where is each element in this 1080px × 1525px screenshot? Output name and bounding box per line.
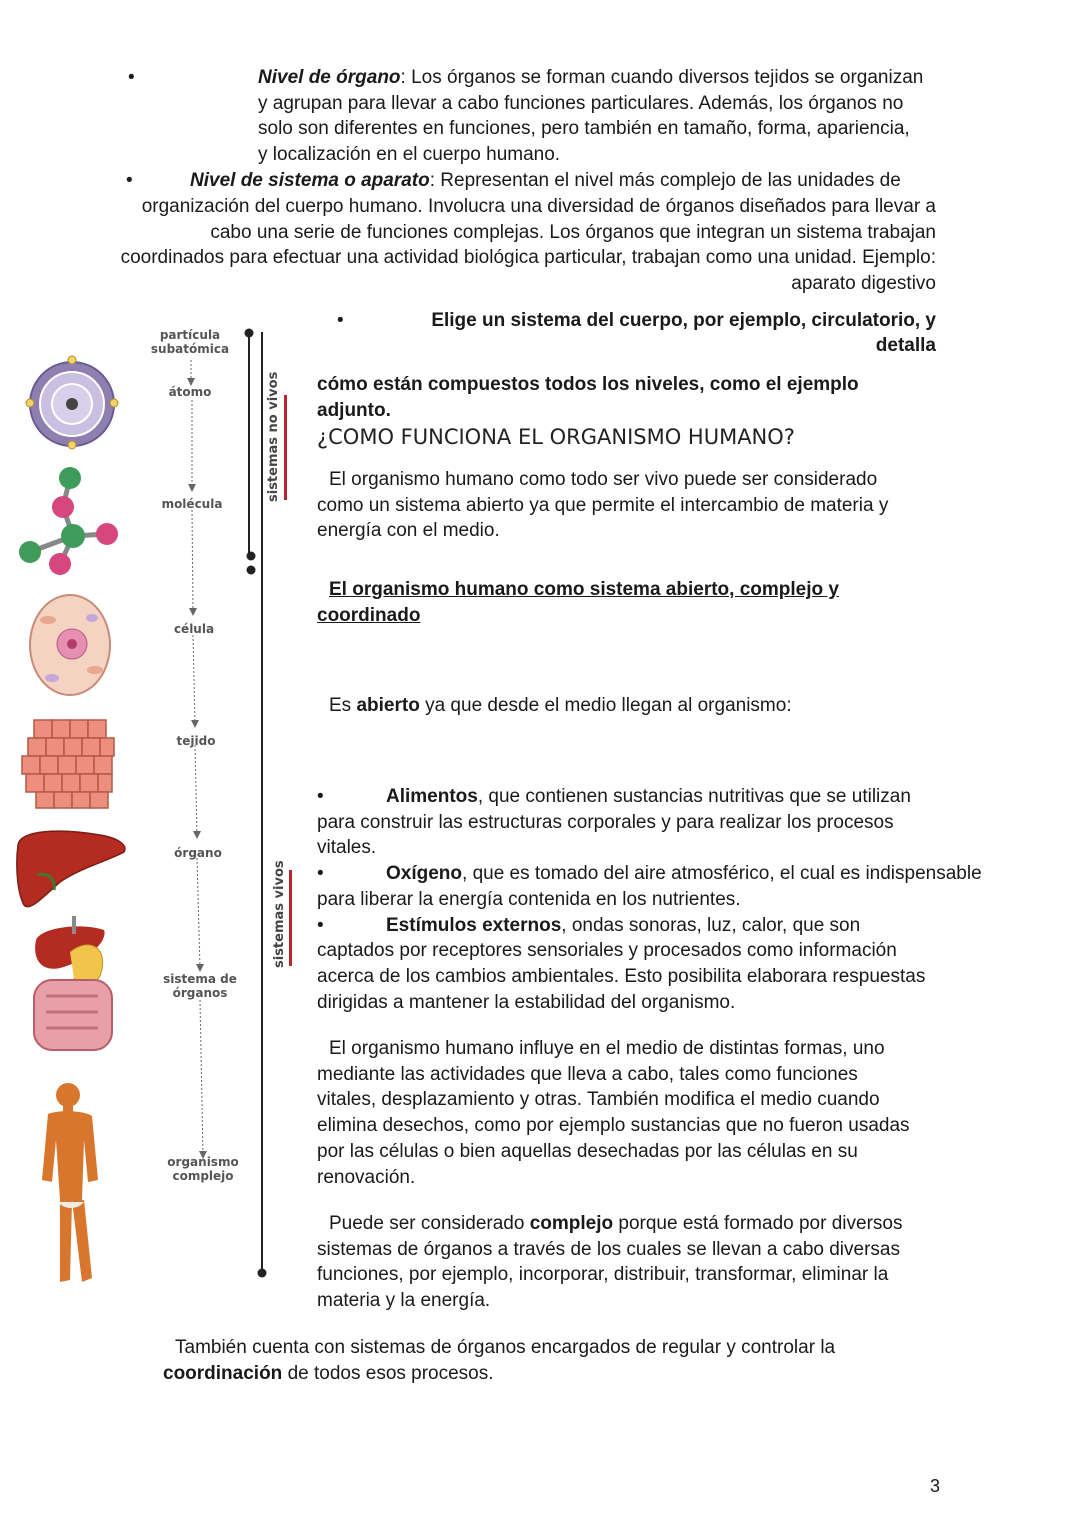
intro-paragraph: El organismo humano como todo ser vivo puede ser considerado como un sistema abierto ya que permite el intercambio de materia y energía con el medio.	[317, 469, 889, 542]
timeline-dot-bottom	[258, 1269, 267, 1278]
level-label-tissue: tejido	[176, 734, 216, 748]
level-label-molecule: molécula	[161, 497, 223, 511]
level-label-organism: organismo complejo	[167, 1155, 239, 1183]
timeline-dot-mid2	[247, 566, 256, 575]
levels-of-organization-diagram	[0, 300, 300, 1300]
organ-level-paragraph: Nivel de órgano: Los órganos se forman cuando diversos tejidos se organizan y agrupan para llevar a cabo funciones particulares. Además, los órganos no solo son diferentes en funciones, pero también en tamaño, forma, apariencia, y localización en el cuerpo humano.	[258, 67, 924, 166]
open-sentence: Es abierto ya que desde el medio llegan al organismo:	[329, 695, 792, 716]
level-label-organ: órgano	[174, 846, 222, 860]
complex-paragraph: Puede ser considerado complejo porque está formado por diversos sistemas de órganos a través de los cuales se llevan a cabo diversas funciones, por ejemplo, incorporar, distribuir, transformar, eliminar la materia y la energía.	[317, 1213, 903, 1312]
system-level-first-line: Nivel de sistema o aparato: Representan el nivel más complejo de las unidades de	[190, 170, 901, 191]
nonliving-accent-bar	[284, 395, 287, 500]
page-number: 3	[930, 1476, 941, 1496]
inputs-list	[317, 784, 1017, 1015]
digestive-system-illustration	[34, 916, 112, 1050]
level-arrows	[191, 360, 203, 1155]
human-figure-illustration	[42, 1083, 98, 1282]
system-level-term: Nivel de sistema o aparato	[190, 170, 430, 191]
label-nonliving-systems: sistemas no vivos	[266, 371, 281, 502]
arrow-heads	[187, 378, 207, 1159]
molecule-illustration	[30, 478, 107, 564]
level-label-cell: célula	[173, 622, 215, 636]
list-item-food: • Alimentos, que contienen sustancias nutritivas que se utilizan para construir las estructuras corporales y para realizar los procesos vitales.	[317, 786, 911, 859]
section-heading: ¿COMO FUNCIONA EL ORGANISMO HUMANO?	[317, 425, 795, 449]
timeline-dot-mid1	[247, 552, 256, 561]
task-line-2: detalla	[875, 335, 936, 356]
task-bullet: •	[337, 310, 344, 331]
task-lines-3-4: cómo están compuestos todos los niveles, como el ejemplo adjunto.	[317, 374, 859, 421]
list-item-oxygen: • Oxígeno, que es tomado del aire atmosférico, el cual es indispensable para liberar la energía contenida en los nutrientes.	[317, 863, 982, 910]
system-level-lines: organización del cuerpo humano. Involucra una diversidad de órganos diseñados para llevar a cabo una serie de funciones complejas. Los órganos que integran un sistema trabajan coordinados para efectuar una actividad biológica particular, trabajan como una unidad. Ejemplo: aparato digestivo	[120, 196, 936, 295]
list-item-stimuli: • Estímulos externos, ondas sonoras, luz, calor, que son captados por receptores sensoriales y procesados como información acerca de los cambios ambientales. Esto posibilita elaborara respuestas dirigidas a mantener la estabilidad del organismo.	[317, 914, 926, 1013]
influence-paragraph: El organismo humano influye en el medio de distintas formas, uno mediante las actividades que lleva a cabo, tales como funciones vitales, desplazamiento y otras. También modifica el medio cuando elimina desechos, como por ejemplo sustancias que no fueron usadas por las células o bien aquellas desechadas por las células en su renovación.	[317, 1038, 910, 1188]
tissue-illustration	[22, 720, 114, 808]
level-label-organ-system: sistema de órganos	[163, 972, 237, 1000]
label-living-systems: sistemas vivos	[272, 860, 287, 968]
system-bullet: •	[126, 170, 133, 191]
liver-illustration	[17, 831, 125, 907]
diagram-graphics	[0, 300, 300, 1300]
coordination-paragraph: También cuenta con sistemas de órganos encargados de regular y controlar la coordinación de todos esos procesos.	[163, 1337, 836, 1384]
task-line-1: Elige un sistema del cuerpo, por ejemplo, circulatorio, y	[431, 310, 936, 331]
level-label-subatomic: partícula subatómica	[150, 328, 230, 356]
cell-illustration	[30, 595, 110, 695]
level-label-atom: átomo	[168, 385, 212, 399]
organ-bullet: •	[128, 67, 135, 88]
atom-illustration	[26, 356, 118, 449]
subheading: El organismo humano como sistema abierto, complejo y coordinado	[317, 579, 839, 626]
living-accent-bar	[289, 870, 292, 966]
organ-level-term: Nivel de órgano	[258, 67, 401, 88]
